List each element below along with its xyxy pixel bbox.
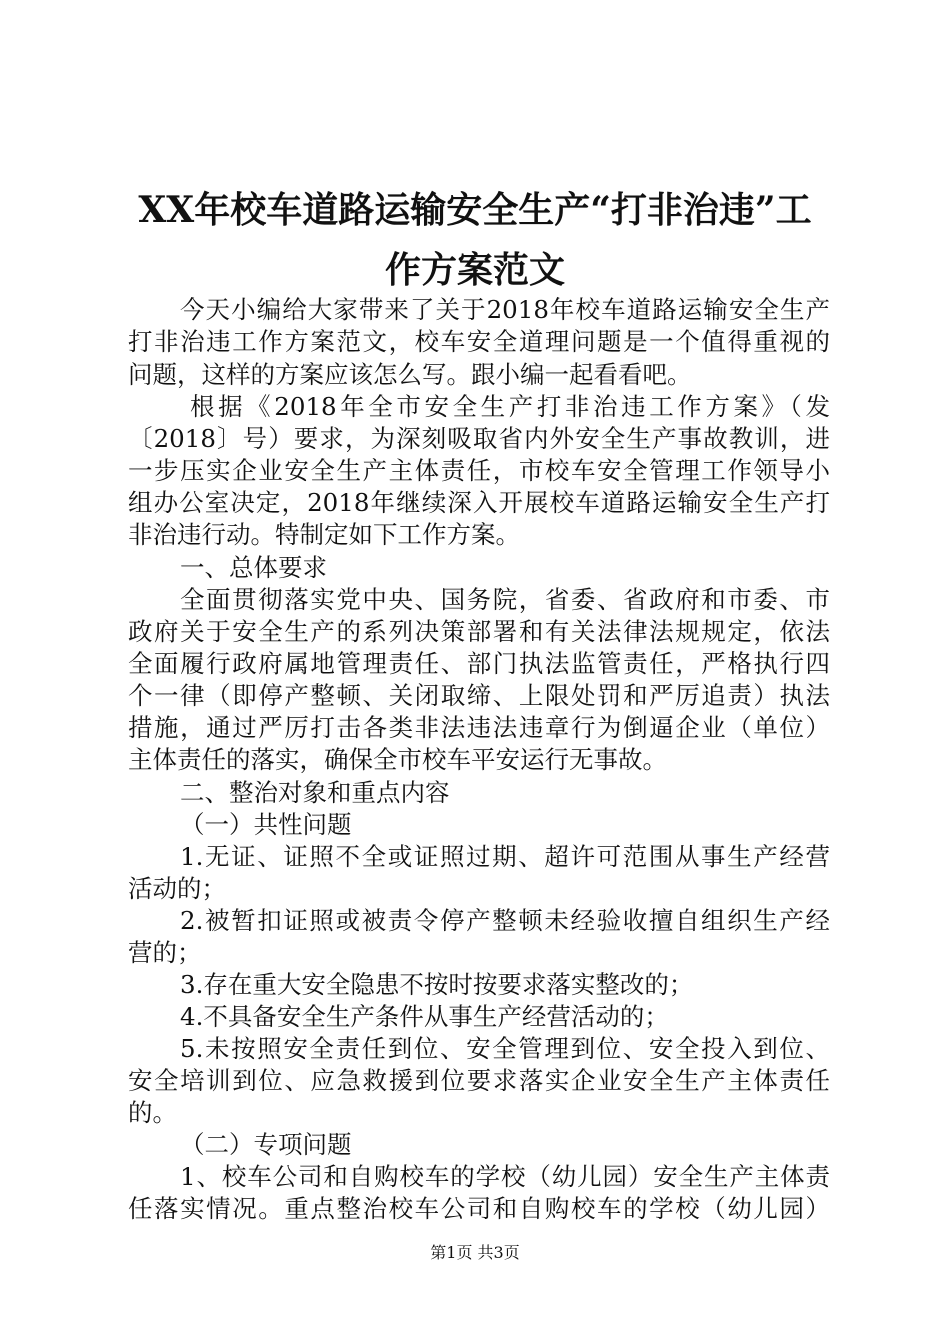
paragraph-line: 主体责任的落实，确保全市校车平安运行无事故。 bbox=[128, 745, 667, 774]
section-heading: 一、总体要求 bbox=[180, 553, 327, 582]
paragraph-line: 今天小编给大家带来了关于2018年校车道路运输安全生产 bbox=[180, 295, 830, 324]
list-item-line: 活动的； bbox=[128, 874, 226, 903]
paragraph-line: 一步压实企业安全生产主体责任，市校车安全管理工作领导小 bbox=[128, 456, 830, 485]
list-item-line: 的。 bbox=[128, 1098, 177, 1127]
paragraph-line: 全面履行政府属地管理责任、部门执法监管责任，严格执行四 bbox=[128, 649, 830, 678]
subsection-heading: （二）专项问题 bbox=[180, 1130, 352, 1159]
paragraph-line: 政府关于安全生产的系列决策部署和有关法律法规规定，依法 bbox=[128, 617, 830, 646]
paragraph-line: 全面贯彻落实党中央、国务院，省委、省政府和市委、市 bbox=[180, 585, 830, 614]
paragraph-line: 组办公室决定，2018年继续深入开展校车道路运输安全生产打 bbox=[128, 488, 830, 517]
paragraph-line: 打非治违工作方案范文，校车安全道理问题是一个值得重视的 bbox=[128, 327, 830, 356]
list-item-line: 1.无证、证照不全或证照过期、超许可范围从事生产经营 bbox=[180, 842, 830, 871]
document-title-line-1: XX年校车道路运输安全生产“打非治违”工 bbox=[138, 189, 812, 231]
list-item-line: 2.被暂扣证照或被责令停产整顿未经验收擅自组织生产经 bbox=[180, 906, 830, 935]
list-item-line: 5.未按照安全责任到位、安全管理到位、安全投入到位、 bbox=[180, 1034, 830, 1063]
page-footer: 第1页 共3页 bbox=[430, 1243, 520, 1262]
paragraph-line: 1、校车公司和自购校车的学校（幼儿园）安全生产主体责 bbox=[180, 1162, 830, 1191]
list-item-line: 营的； bbox=[128, 938, 202, 967]
paragraph-line: 〔2018〕号）要求，为深刻吸取省内外安全生产事故教训，进 bbox=[128, 424, 830, 453]
paragraph-line: 任落实情况。重点整治校车公司和自购校车的学校（幼儿园） bbox=[128, 1194, 830, 1223]
list-item-line: 3.存在重大安全隐患不按时按要求落实整改的； bbox=[180, 970, 694, 999]
list-item-line: 4.不具备安全生产条件从事生产经营活动的； bbox=[180, 1002, 669, 1031]
paragraph-line: 问题，这样的方案应该怎么写。跟小编一起看看吧。 bbox=[128, 360, 692, 389]
section-heading: 二、整治对象和重点内容 bbox=[180, 778, 450, 807]
subsection-heading: （一）共性问题 bbox=[180, 810, 352, 839]
list-item-line: 安全培训到位、应急救援到位要求落实企业安全生产主体责任 bbox=[128, 1066, 830, 1095]
paragraph-line: 个一律（即停产整顿、关闭取缔、上限处罚和严厉追责）执法 bbox=[128, 681, 830, 710]
paragraph-line: 根据《2018年全市安全生产打非治违工作方案》（发 bbox=[190, 392, 830, 421]
paragraph-line: 措施，通过严厉打击各类非法违法违章行为倒逼企业（单位） bbox=[128, 713, 830, 742]
paragraph-line: 非治违行动。特制定如下工作方案。 bbox=[128, 520, 520, 549]
document-title-line-2: 作方案范文 bbox=[384, 249, 565, 291]
